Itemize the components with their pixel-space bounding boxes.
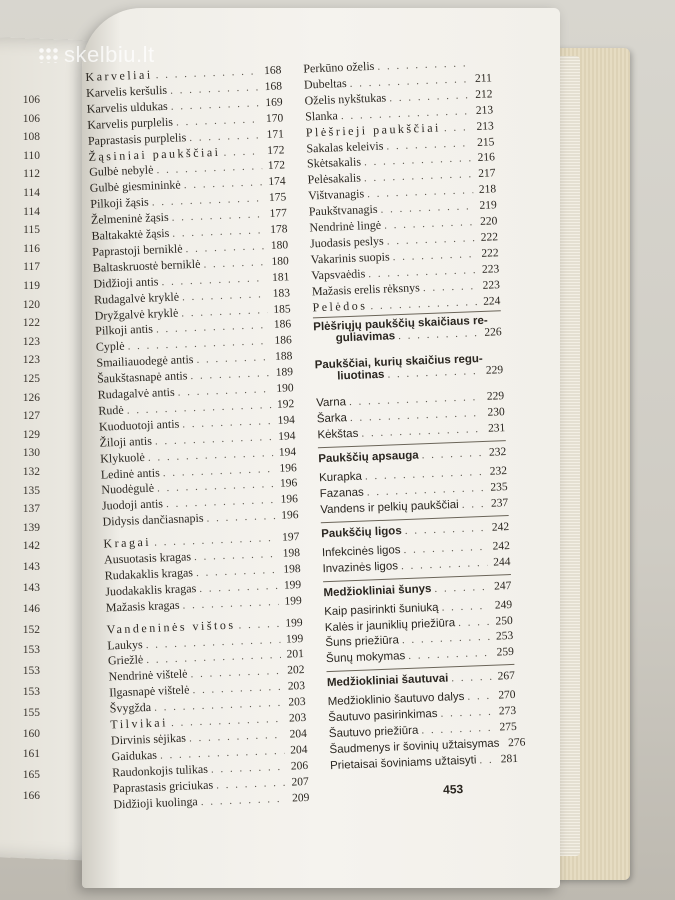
left-page-number: 155 bbox=[22, 706, 40, 719]
toc-entry-title: Karvelis uldukas bbox=[86, 98, 168, 116]
leader-dots bbox=[387, 365, 480, 381]
toc-entry-page: 281 bbox=[500, 752, 519, 766]
toc-entry-page: 229 bbox=[485, 364, 504, 378]
toc-entry-title: Infekcinės ligos bbox=[321, 544, 401, 560]
toc-entry-page: 192 bbox=[276, 398, 295, 411]
left-page-number: 112 bbox=[23, 168, 40, 181]
toc-entry-page: 220 bbox=[479, 215, 498, 228]
left-page-number: 126 bbox=[22, 391, 40, 404]
toc-entry-title: Šaukštasnapė antis bbox=[96, 368, 188, 386]
toc-entry-page: 169 bbox=[265, 96, 283, 109]
toc-entry-page: 186 bbox=[273, 318, 292, 332]
toc-entry-page: 229 bbox=[486, 390, 505, 404]
toc-entry-page bbox=[471, 65, 491, 66]
leader-dots bbox=[386, 137, 471, 152]
toc-entry-page: 168 bbox=[264, 80, 283, 93]
toc-section-heading bbox=[315, 353, 504, 384]
toc-entry-title: Mažasis kragas bbox=[105, 597, 180, 615]
toc-entry-page: 177 bbox=[269, 207, 288, 221]
leader-dots bbox=[403, 541, 487, 556]
leader-dots bbox=[458, 615, 490, 628]
toc-entry-title: Šaudmenys ir šovinių užtaisymas bbox=[329, 737, 500, 756]
left-page-number: 129 bbox=[22, 428, 40, 441]
left-page-number: 137 bbox=[22, 503, 40, 516]
leader-dots bbox=[365, 466, 485, 483]
toc-entry-title: Kragai bbox=[103, 534, 152, 551]
toc-entry-page: 223 bbox=[482, 278, 501, 292]
toc-entry-title: Paprastoji berniklė bbox=[91, 241, 183, 259]
toc-entry-page: 171 bbox=[266, 127, 285, 141]
toc-entry-title: Raudonkojis tulikas bbox=[111, 761, 209, 780]
toc-entry-title: Švygžda bbox=[109, 700, 152, 716]
toc-entry-page: 211 bbox=[474, 72, 493, 85]
toc-entry-title: Medžioklinio šautuvo dalys bbox=[327, 691, 465, 709]
leader-dots bbox=[370, 296, 478, 312]
toc-entry-title: Karvelis keršulis bbox=[85, 82, 168, 100]
toc-entry-title: Vandens ir pelkių paukščiai bbox=[320, 498, 459, 517]
toc-entry-page: 247 bbox=[493, 579, 512, 593]
leader-dots bbox=[392, 248, 475, 263]
leader-dots bbox=[189, 129, 261, 144]
toc-entry-page: 237 bbox=[490, 496, 509, 510]
toc-entry-page: 242 bbox=[491, 520, 510, 534]
toc-entry-page: 224 bbox=[482, 294, 501, 308]
toc-entry-page: 199 bbox=[285, 616, 303, 630]
toc-entry bbox=[321, 521, 509, 540]
left-page-number: 142 bbox=[22, 540, 40, 553]
toc-entry-page: 244 bbox=[492, 555, 511, 569]
toc-entry-page: 180 bbox=[271, 255, 289, 268]
left-page-number: 139 bbox=[22, 521, 40, 534]
toc-entry-title: Pilkoji antis bbox=[95, 321, 154, 339]
left-page-number: 127 bbox=[22, 410, 40, 423]
toc-entry-page: 209 bbox=[291, 791, 310, 805]
leader-dots bbox=[444, 121, 471, 134]
left-page-number: 117 bbox=[23, 261, 40, 274]
leader-dots bbox=[384, 216, 475, 231]
leader-dots bbox=[182, 288, 267, 303]
left-page-number: 146 bbox=[22, 602, 40, 615]
toc-entry-page: 226 bbox=[484, 326, 502, 340]
toc-entry-page: 218 bbox=[478, 183, 497, 197]
toc-entry-title: Klykuolė bbox=[99, 449, 146, 466]
toc-entry-page: 194 bbox=[277, 429, 296, 443]
leader-dots bbox=[196, 564, 278, 579]
toc-entry-page: 253 bbox=[495, 630, 514, 643]
left-page-number: 166 bbox=[22, 790, 40, 802]
leader-dots bbox=[350, 407, 482, 424]
toc-entry-title: Kurapka bbox=[318, 470, 363, 485]
toc-entry-title: Oželis nykštukas bbox=[304, 90, 387, 108]
leader-dots bbox=[401, 557, 488, 572]
toc-entry-title: Baltakaktė žąsis bbox=[91, 225, 170, 243]
toc-entry-page: 199 bbox=[284, 594, 303, 608]
leader-dots bbox=[201, 792, 287, 807]
toc-entry-page: 216 bbox=[477, 151, 496, 165]
toc-entry-title: Perkūno oželis bbox=[303, 58, 375, 76]
toc-entry-page: 185 bbox=[273, 302, 291, 316]
left-page-number: 161 bbox=[22, 748, 40, 761]
toc-entry-page: 232 bbox=[488, 446, 507, 459]
toc-entry-title: Žiloji antis bbox=[99, 433, 153, 450]
toc-entry-title: Didžioji kuolinga bbox=[113, 793, 198, 811]
toc-entry-page: 203 bbox=[288, 696, 306, 709]
toc-entry-page: 249 bbox=[494, 598, 513, 612]
toc-entry-page: 213 bbox=[476, 119, 494, 133]
leader-dots bbox=[349, 391, 482, 408]
leader-dots bbox=[402, 631, 491, 646]
toc-section-heading bbox=[313, 315, 502, 346]
leader-dots bbox=[451, 671, 492, 685]
toc-entry-page: 170 bbox=[265, 112, 284, 125]
leader-dots bbox=[192, 681, 282, 696]
leader-dots bbox=[176, 113, 261, 128]
toc-entry-title: Žąsiniai paukščiai bbox=[88, 144, 221, 164]
leader-dots bbox=[181, 304, 268, 319]
leader-dots bbox=[440, 706, 493, 720]
left-page-number: 135 bbox=[22, 484, 40, 497]
toc-entry-page: 196 bbox=[279, 477, 298, 491]
toc-entry-page: 183 bbox=[272, 286, 291, 300]
toc-entry-title: Paukščių apsauga bbox=[318, 449, 419, 466]
leader-dots bbox=[170, 97, 259, 112]
toc-entry-title: Gaidukas bbox=[111, 747, 158, 764]
left-page-number: 108 bbox=[22, 131, 40, 144]
toc-entry-title: Rudagalvė antis bbox=[97, 384, 175, 402]
toc-entry-title: Šuns priežiūra bbox=[325, 634, 400, 650]
left-page-number: 123 bbox=[22, 354, 40, 367]
toc-entry bbox=[322, 556, 510, 575]
toc-entry bbox=[330, 753, 518, 772]
leader-dots bbox=[216, 776, 286, 791]
toc-entry-page: 212 bbox=[475, 88, 493, 101]
toc-entry-title: Invazinės ligos bbox=[322, 560, 399, 575]
toc-entry-page: 267 bbox=[497, 670, 516, 683]
toc-entry-title: Ledinė antis bbox=[100, 464, 160, 482]
toc-entry-page: 175 bbox=[268, 191, 287, 205]
toc-entry-page: 203 bbox=[288, 711, 307, 725]
leader-dots bbox=[171, 208, 264, 224]
toc-entry-page: 203 bbox=[287, 680, 306, 693]
toc-entry-page: 194 bbox=[278, 445, 297, 459]
toc-entry-page: 242 bbox=[492, 539, 511, 553]
toc-entry-title: Mažasis erelis rėksnys bbox=[311, 279, 421, 299]
left-page-number: 106 bbox=[22, 94, 40, 106]
left-page-number: 110 bbox=[23, 149, 40, 162]
toc-entry-title: Rudagalvė kryklė bbox=[93, 289, 180, 307]
left-page-number: 152 bbox=[22, 623, 40, 636]
toc-entry-title: Pelėdos bbox=[312, 297, 368, 314]
toc-heading-line-1: Paukščiai, kurių skaičius regu- bbox=[314, 353, 483, 372]
toc-entry-page: 276 bbox=[507, 736, 526, 750]
left-page-number: 153 bbox=[22, 665, 40, 678]
left-page-number: 114 bbox=[23, 205, 40, 218]
toc-entry-title: Pelėsakalis bbox=[307, 170, 362, 187]
watermark-text: skelbiu.lt bbox=[64, 42, 155, 67]
toc-entry-title: Prietaisai šoviniams užtaisyti bbox=[329, 754, 477, 772]
leader-dots bbox=[211, 760, 286, 775]
toc-entry-page: 189 bbox=[275, 366, 294, 379]
toc-entry-page: 194 bbox=[277, 413, 296, 427]
toc-entry-title: Pilkoji žąsis bbox=[90, 194, 149, 212]
left-page-number: 106 bbox=[22, 112, 40, 125]
toc-entry-title: Rudakaklis kragas bbox=[104, 565, 194, 583]
toc-entry-title: Griežlė bbox=[107, 652, 144, 668]
leader-dots bbox=[177, 383, 270, 399]
leader-dots bbox=[408, 647, 491, 662]
toc-entry-title: Vandeninės vištos bbox=[106, 617, 236, 637]
toc-entry-title: Didysis dančiasnapis bbox=[102, 510, 204, 529]
left-page-number: 125 bbox=[22, 373, 40, 385]
toc-entry-title: Gulbė giesmininkė bbox=[89, 177, 181, 196]
leader-dots bbox=[361, 423, 482, 440]
toc-entry bbox=[323, 580, 511, 599]
toc-entry-title: Karvelis purplelis bbox=[87, 114, 174, 132]
toc-entry-page: 235 bbox=[490, 481, 508, 494]
toc-entry-page: 198 bbox=[282, 547, 301, 560]
toc-entry-title: Dirvinis sėjikas bbox=[110, 730, 187, 748]
toc-entry-title: Juodakaklis kragas bbox=[105, 580, 197, 599]
toc-entry-title: Paukštvanagis bbox=[308, 201, 378, 219]
toc-entry-page: 168 bbox=[263, 64, 282, 78]
toc-entry-page: 186 bbox=[274, 334, 293, 348]
toc-entry-page: 232 bbox=[489, 465, 508, 478]
leader-dots bbox=[190, 367, 270, 382]
leader-dots bbox=[172, 224, 265, 240]
toc-entry-title: Šautuvo pasirinkimas bbox=[328, 708, 438, 725]
toc-entry-title: Skėtsakalis bbox=[306, 154, 362, 171]
toc-entry-title: Šunų mokymas bbox=[325, 650, 406, 666]
toc-entry-title: Baltaskruostė berniklė bbox=[92, 256, 201, 275]
left-page-number: 132 bbox=[22, 466, 40, 478]
toc-entry-title: Vapsvaėdis bbox=[311, 266, 366, 283]
toc-entry-title: Kaip pasirinkti šuniuką bbox=[323, 601, 439, 618]
leader-dots bbox=[170, 81, 259, 96]
toc-entry-title: Plėšrieji paukščiai bbox=[305, 119, 442, 140]
toc-entry-title: Kalės ir jauniklių priežiūra bbox=[324, 616, 456, 634]
toc-entry-title: Nendrinė vištelė bbox=[108, 666, 188, 684]
toc-heading-line-2: guliavimas bbox=[335, 330, 396, 345]
leader-dots bbox=[194, 548, 277, 563]
toc-entry-title: Paprastasis griciukas bbox=[112, 777, 214, 796]
leader-dots bbox=[441, 599, 489, 613]
toc-entry bbox=[326, 646, 514, 665]
toc-entry bbox=[320, 497, 508, 516]
leader-dots bbox=[479, 754, 495, 767]
page-number: 453 bbox=[442, 781, 464, 797]
leader-dots bbox=[421, 722, 494, 737]
toc-entry-page: 197 bbox=[281, 531, 300, 544]
leader-dots bbox=[423, 280, 477, 294]
leader-dots bbox=[199, 580, 278, 595]
left-page-number: 119 bbox=[23, 280, 40, 292]
toc-entry-page: 222 bbox=[481, 247, 499, 260]
left-page-number: 165 bbox=[22, 769, 40, 782]
toc-entry bbox=[317, 422, 505, 441]
toc-entry-title: Ilgasnapė vištelė bbox=[108, 682, 190, 700]
toc-entry-title: Vakarinis suopis bbox=[310, 249, 390, 267]
toc-entry-page: 181 bbox=[271, 270, 290, 284]
toc-entry-page: 270 bbox=[498, 689, 516, 702]
toc-entry-title: Juodoji antis bbox=[101, 496, 164, 513]
toc-entry-page: 172 bbox=[266, 143, 285, 157]
toc-entry-title: Dryžgalvė kryklė bbox=[94, 305, 179, 323]
leader-dots bbox=[434, 580, 488, 594]
left-page-number: 143 bbox=[22, 561, 40, 574]
toc-entry-title: Nuodėgulė bbox=[101, 481, 155, 498]
toc-entry-page: 199 bbox=[283, 578, 302, 592]
leader-dots bbox=[182, 415, 272, 430]
toc-entry-title: Sakalas keleivis bbox=[306, 138, 384, 156]
toc-entry-page: 196 bbox=[281, 509, 299, 522]
toc-entry-page: 198 bbox=[283, 562, 301, 576]
toc-entry-page: 206 bbox=[290, 759, 309, 773]
leader-dots bbox=[377, 57, 468, 72]
left-page-number: 122 bbox=[22, 317, 40, 330]
toc-entry-title: Kuoduotoji antis bbox=[98, 416, 180, 434]
toc-entry-title: Kėkštas bbox=[317, 427, 359, 442]
leader-dots bbox=[206, 510, 275, 525]
toc-entry-page: 259 bbox=[496, 646, 515, 659]
toc-entry-title: Varna bbox=[316, 396, 347, 410]
leader-dots bbox=[386, 232, 475, 247]
left-page-number: 115 bbox=[23, 224, 40, 237]
toc-entry-page: 217 bbox=[478, 167, 496, 181]
leader-dots bbox=[389, 89, 470, 104]
toc-entry-page: 273 bbox=[498, 704, 517, 718]
toc-entry-title: Dubeltas bbox=[303, 75, 347, 92]
toc-entry-title: Ausuotasis kragas bbox=[103, 549, 192, 567]
leader-dots bbox=[190, 665, 281, 680]
left-page-number: 120 bbox=[22, 298, 40, 311]
toc-entry-title: Slanka bbox=[304, 107, 339, 124]
toc-entry-page: 180 bbox=[270, 239, 289, 252]
toc-entry-page: 275 bbox=[499, 720, 518, 734]
toc-entry-title: Karveliai bbox=[85, 67, 153, 84]
toc-entry-title: Laukys bbox=[107, 636, 143, 653]
toc-heading-line-1: Plėšriųjų paukščių skaičiaus re- bbox=[313, 315, 488, 334]
toc-entry bbox=[318, 446, 506, 465]
left-page-number: 160 bbox=[22, 727, 40, 740]
leader-dots bbox=[462, 498, 486, 511]
leader-dots bbox=[182, 596, 279, 612]
leader-dots bbox=[196, 351, 269, 366]
toc-entry-page: 207 bbox=[291, 775, 309, 789]
toc-entry-page: 196 bbox=[280, 493, 299, 507]
left-page-number: 153 bbox=[22, 686, 40, 698]
leader-dots bbox=[223, 145, 261, 158]
toc-entry-page: 174 bbox=[268, 175, 286, 189]
toc-entry-title: Smailiauodegė antis bbox=[96, 352, 194, 370]
toc-entry-title: Šautuvo priežiūra bbox=[328, 724, 419, 741]
leader-dots bbox=[404, 522, 486, 537]
toc-entry-title: Rudė bbox=[98, 402, 124, 418]
toc-entry-title: Didžioji antis bbox=[93, 274, 159, 291]
toc-entry-title: Cyplė bbox=[95, 338, 125, 355]
toc-heading-line-2: liuotinas bbox=[336, 369, 385, 383]
toc-entry-title: Tilvikai bbox=[110, 715, 169, 732]
leader-dots bbox=[189, 729, 284, 745]
toc-entry-page: 202 bbox=[286, 664, 305, 677]
left-page-number: 123 bbox=[22, 335, 40, 348]
toc-entry-title: Šarka bbox=[316, 412, 348, 426]
toc-entry-page: 201 bbox=[286, 648, 305, 662]
left-page-number: 114 bbox=[23, 187, 40, 199]
toc-entry-title: Medžiokliniai šautuvai bbox=[326, 672, 449, 690]
toc-entry-title: Paukščių ligos bbox=[321, 524, 402, 541]
left-page-number: 143 bbox=[22, 582, 40, 594]
leader-dots bbox=[185, 240, 265, 255]
leader-dots bbox=[380, 200, 474, 216]
left-page-number: 153 bbox=[22, 644, 40, 657]
toc-entry-title: Fazanas bbox=[319, 486, 365, 501]
toc-entry bbox=[327, 670, 515, 689]
toc-entry-page: 250 bbox=[495, 614, 513, 628]
toc-entry-page: 190 bbox=[276, 382, 294, 395]
toc-entry-page: 223 bbox=[481, 262, 500, 276]
toc-entry-page: 196 bbox=[279, 461, 297, 475]
toc-entry-title: Želmeninė žąsis bbox=[90, 209, 169, 227]
toc-entry-page: 204 bbox=[290, 743, 308, 757]
left-page-number: 116 bbox=[23, 242, 40, 255]
toc-entry-page: 219 bbox=[479, 199, 497, 213]
toc-entry-page: 230 bbox=[487, 406, 505, 420]
leader-dots bbox=[398, 327, 479, 342]
toc-entry-page: 215 bbox=[476, 135, 495, 149]
toc-entry-page: 172 bbox=[267, 159, 286, 173]
leader-dots bbox=[184, 177, 263, 192]
toc-entry-title: Vištvanagis bbox=[307, 186, 365, 203]
toc-entry-page: 178 bbox=[270, 223, 288, 236]
toc-entry-page: 222 bbox=[480, 231, 499, 244]
toc-entry-title: Medžiokliniai šunys bbox=[323, 582, 432, 599]
leader-dots bbox=[238, 618, 280, 632]
toc-entry-page: 199 bbox=[285, 632, 304, 646]
leader-dots bbox=[203, 256, 266, 270]
toc-entry-page: 231 bbox=[487, 422, 506, 435]
leader-dots bbox=[367, 482, 485, 499]
leader-dots bbox=[467, 690, 493, 703]
toc-entry-title: Paprastasis purplelis bbox=[87, 129, 187, 148]
toc-entry-page: 213 bbox=[475, 104, 494, 117]
toc-entry-page: 188 bbox=[274, 350, 293, 364]
leader-dots bbox=[421, 447, 483, 461]
toc-entry-page: 204 bbox=[289, 727, 308, 741]
toc-entry-title: Juodasis peslys bbox=[309, 233, 384, 251]
left-page-number: 130 bbox=[22, 447, 40, 460]
toc-entry-title: Nendrinė lingė bbox=[309, 217, 382, 235]
toc-entry-title: Gulbė nebylė bbox=[88, 162, 154, 180]
